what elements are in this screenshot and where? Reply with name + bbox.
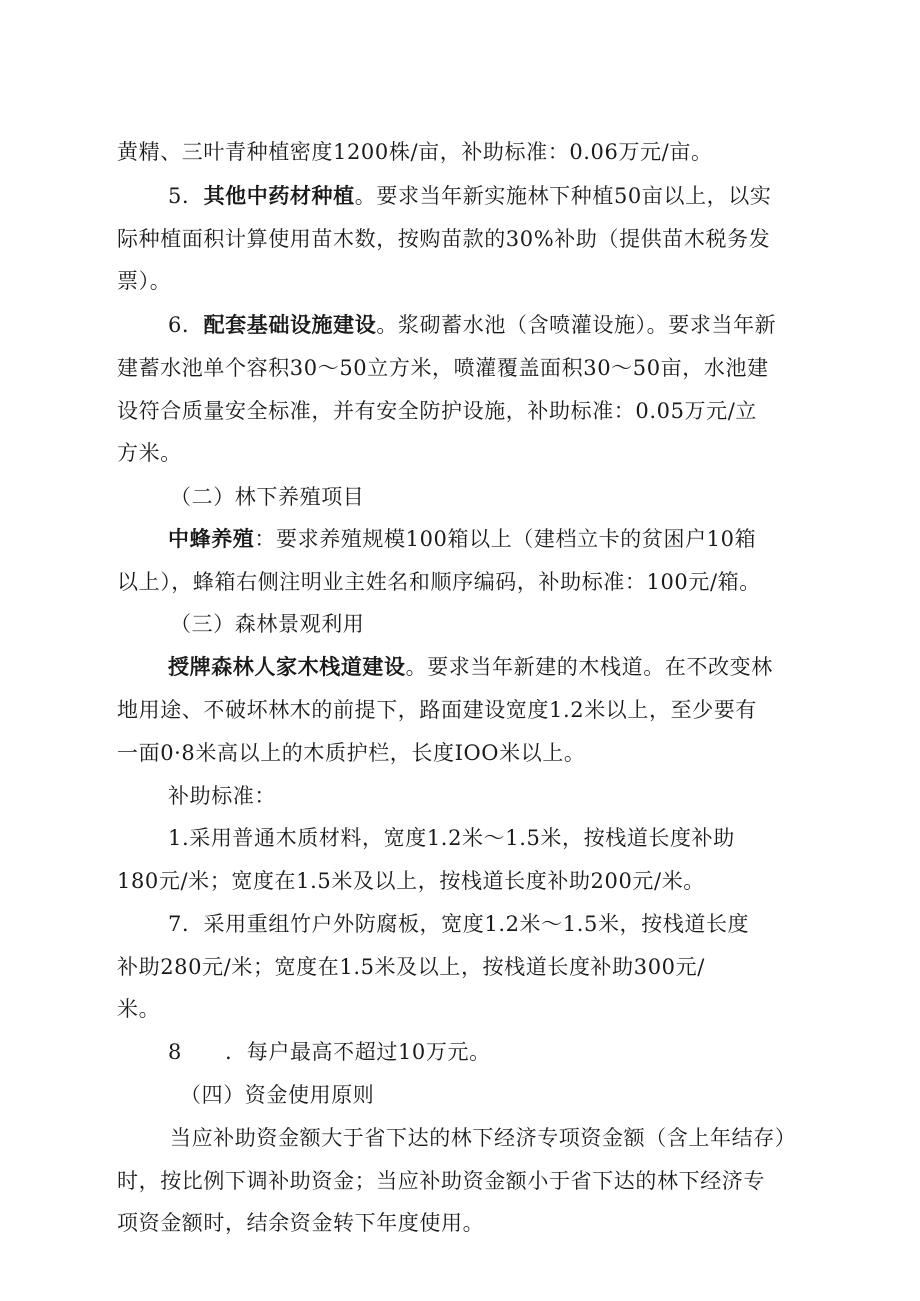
text-line: 补助标准：	[168, 784, 276, 808]
section-heading: （三）森林景观利用	[170, 612, 365, 636]
item-heading: 授牌森林人家木栈道建设	[168, 654, 406, 679]
text-line	[168, 524, 756, 554]
text-line: 当应补助资金额大于省下达的林下经济专项资金额（含上年结存）	[170, 1126, 797, 1150]
text-line	[168, 181, 772, 211]
text-line: 时，按比例下调补助资金；当应补助资金额小于省下达的林下经济专	[117, 1169, 765, 1193]
section-heading: （四）资金使用原则	[180, 1083, 375, 1107]
text-line: 方米。	[117, 441, 182, 465]
item-heading: 中蜂养殖	[168, 526, 255, 551]
item-text: 。要求当年新建的木栈道。在不改变林	[405, 655, 773, 679]
item-heading: 配套基础设施建设	[203, 312, 377, 337]
text-line: 以上），蜂箱右侧注明业主姓名和顺序编码，补助标准：100元/箱。	[117, 570, 761, 594]
text-line: 米。	[117, 997, 161, 1021]
text-line	[168, 310, 776, 340]
item-text: 。浆砌蓄水池（含喷灌设施）。要求当年新	[376, 313, 777, 337]
text-line: 际种植面积计算使用苗木数，按购苗款的30%补助（提供苗木税务发	[117, 227, 771, 251]
text-line: 8 ．每户最高不超过10万元。	[168, 1040, 491, 1064]
text-line: 黄精、三叶青种植密度1200株/亩，补助标准：0.06万元/亩。	[117, 140, 713, 164]
text-line: 补助280元/米；宽度在1.5米及以上，按栈道长度补助300元/	[117, 955, 705, 979]
item-heading: 其他中药材种植	[203, 183, 355, 208]
text-line: 票）。	[117, 269, 172, 293]
text-line: 7．采用重组竹户外防腐板，宽度1.2米～1.5米，按栈道长度	[168, 912, 750, 936]
item-text: 。要求当年新实施林下种植50亩以上，以实	[354, 184, 772, 208]
text-line: 建蓄水池单个容积30～50立方米，喷灌覆盖面积30～50亩，水池建	[117, 356, 769, 380]
text-line: 1.采用普通木质材料，宽度1.2米～1.5米，按栈道长度补助	[168, 826, 735, 850]
text-line: 设符合质量安全标准，并有安全防护设施，补助标准：0.05万元/立	[117, 399, 758, 423]
text-line: 项资金额时，结余资金转下年度使用。	[117, 1211, 485, 1235]
text-line: 地用途、不破坏林木的前提下，路面建设宽度1.2米以上，至少要有	[117, 698, 757, 722]
item-number: 5．	[168, 184, 204, 208]
item-text: ：要求养殖规模100箱以上（建档立卡的贫困户10箱	[254, 527, 757, 551]
item-number: 6．	[168, 313, 204, 337]
text-line	[168, 652, 773, 682]
section-heading: （二）林下养殖项目	[170, 485, 365, 509]
text-line: 180元/米；宽度在1.5米及以上，按栈道长度补助200元/米。	[117, 869, 705, 893]
text-line: 一面0·8米高以上的木质护栏，长度IOO米以上。	[117, 741, 586, 765]
